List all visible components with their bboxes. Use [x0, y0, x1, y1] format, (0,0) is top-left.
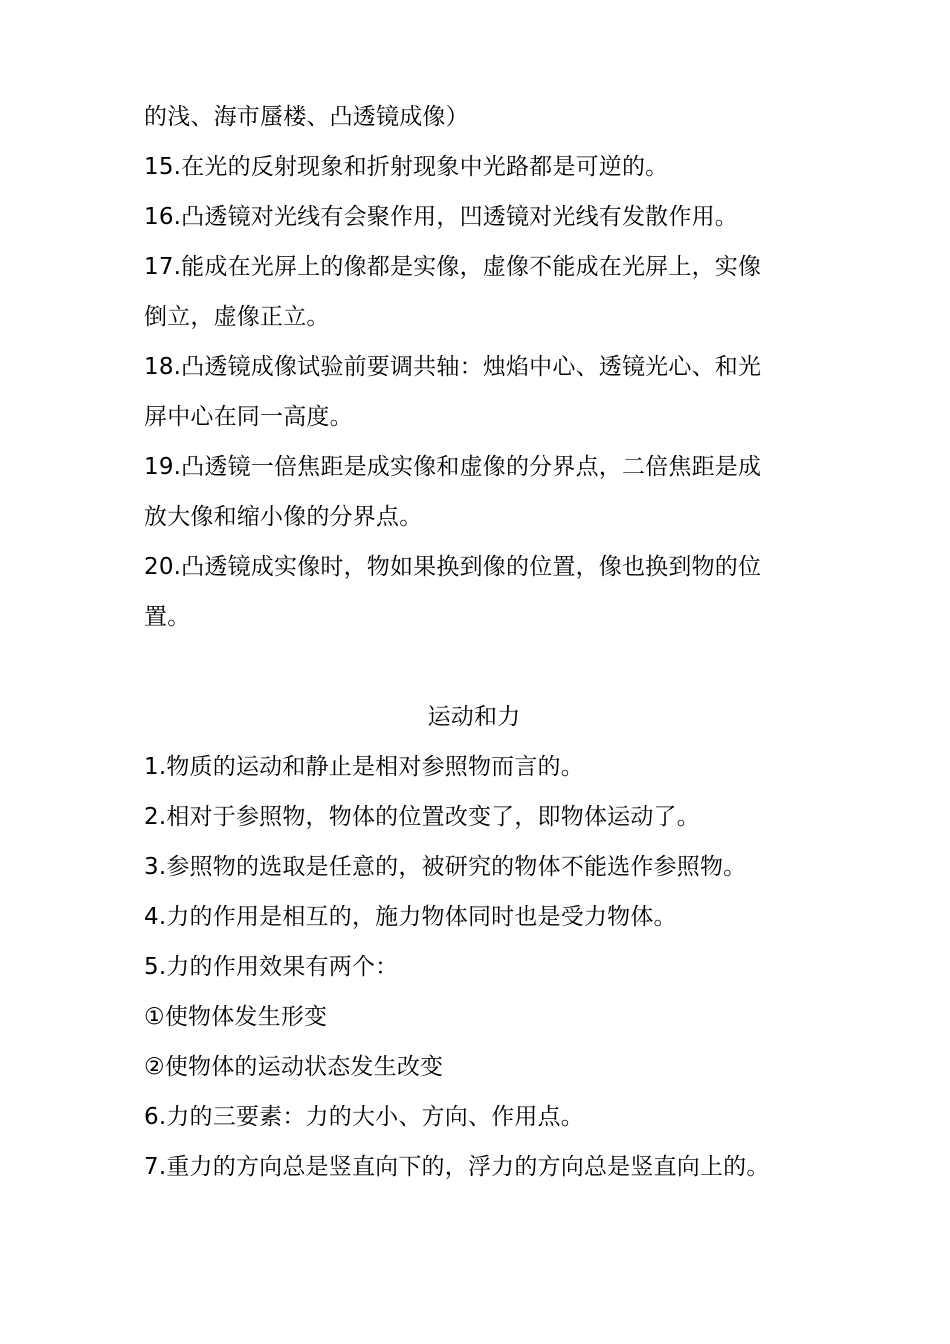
text-line: 3.参照物的选取是任意的，被研究的物体不能选作参照物。: [144, 854, 747, 880]
section-spacer: [144, 642, 824, 692]
text-line: 19.凸透镜一倍焦距是成实像和虚像的分界点，二倍焦距是成: [144, 454, 762, 480]
motion-force-section: [144, 692, 824, 1192]
text-line: 4.力的作用是相互的，施力物体同时也是受力物体。: [144, 904, 677, 930]
text-line: 的浅、海市蜃楼、凸透镜成像）: [144, 104, 469, 130]
text-line: 2.相对于参照物，物体的位置改变了，即物体运动了。: [144, 804, 700, 830]
text-line: 5.力的作用效果有两个：: [144, 954, 399, 980]
text-line: 放大像和缩小像的分界点。: [144, 504, 423, 530]
text-line: 1.物质的运动和静止是相对参照物而言的。: [144, 754, 584, 780]
text-line: 置。: [144, 604, 191, 630]
text-line: ②使物体的运动状态发生改变: [144, 1054, 444, 1080]
text-line: 7.重力的方向总是竖直向下的，浮力的方向总是竖直向上的。: [144, 1154, 770, 1180]
section-heading: 运动和力: [427, 704, 521, 730]
text-line: 屏中心在同一高度。: [144, 404, 353, 430]
optics-section: [144, 92, 824, 642]
text-line: 15.在光的反射现象和折射现象中光路都是可逆的。: [144, 154, 669, 180]
text-line: 6.力的三要素：力的大小、方向、作用点。: [144, 1104, 584, 1130]
document-body: [144, 92, 824, 1192]
text-line: 17.能成在光屏上的像都是实像，虚像不能成在光屏上，实像: [144, 254, 762, 280]
text-line: 倒立，虚像正立。: [144, 304, 330, 330]
text-line: ①使物体发生形变: [144, 1004, 328, 1030]
text-line: 20.凸透镜成实像时，物如果换到像的位置，像也换到物的位: [144, 554, 762, 580]
text-line: 16.凸透镜对光线有会聚作用，凹透镜对光线有发散作用。: [144, 204, 738, 230]
text-line: 18.凸透镜成像试验前要调共轴：烛焰中心、透镜光心、和光: [144, 354, 762, 380]
